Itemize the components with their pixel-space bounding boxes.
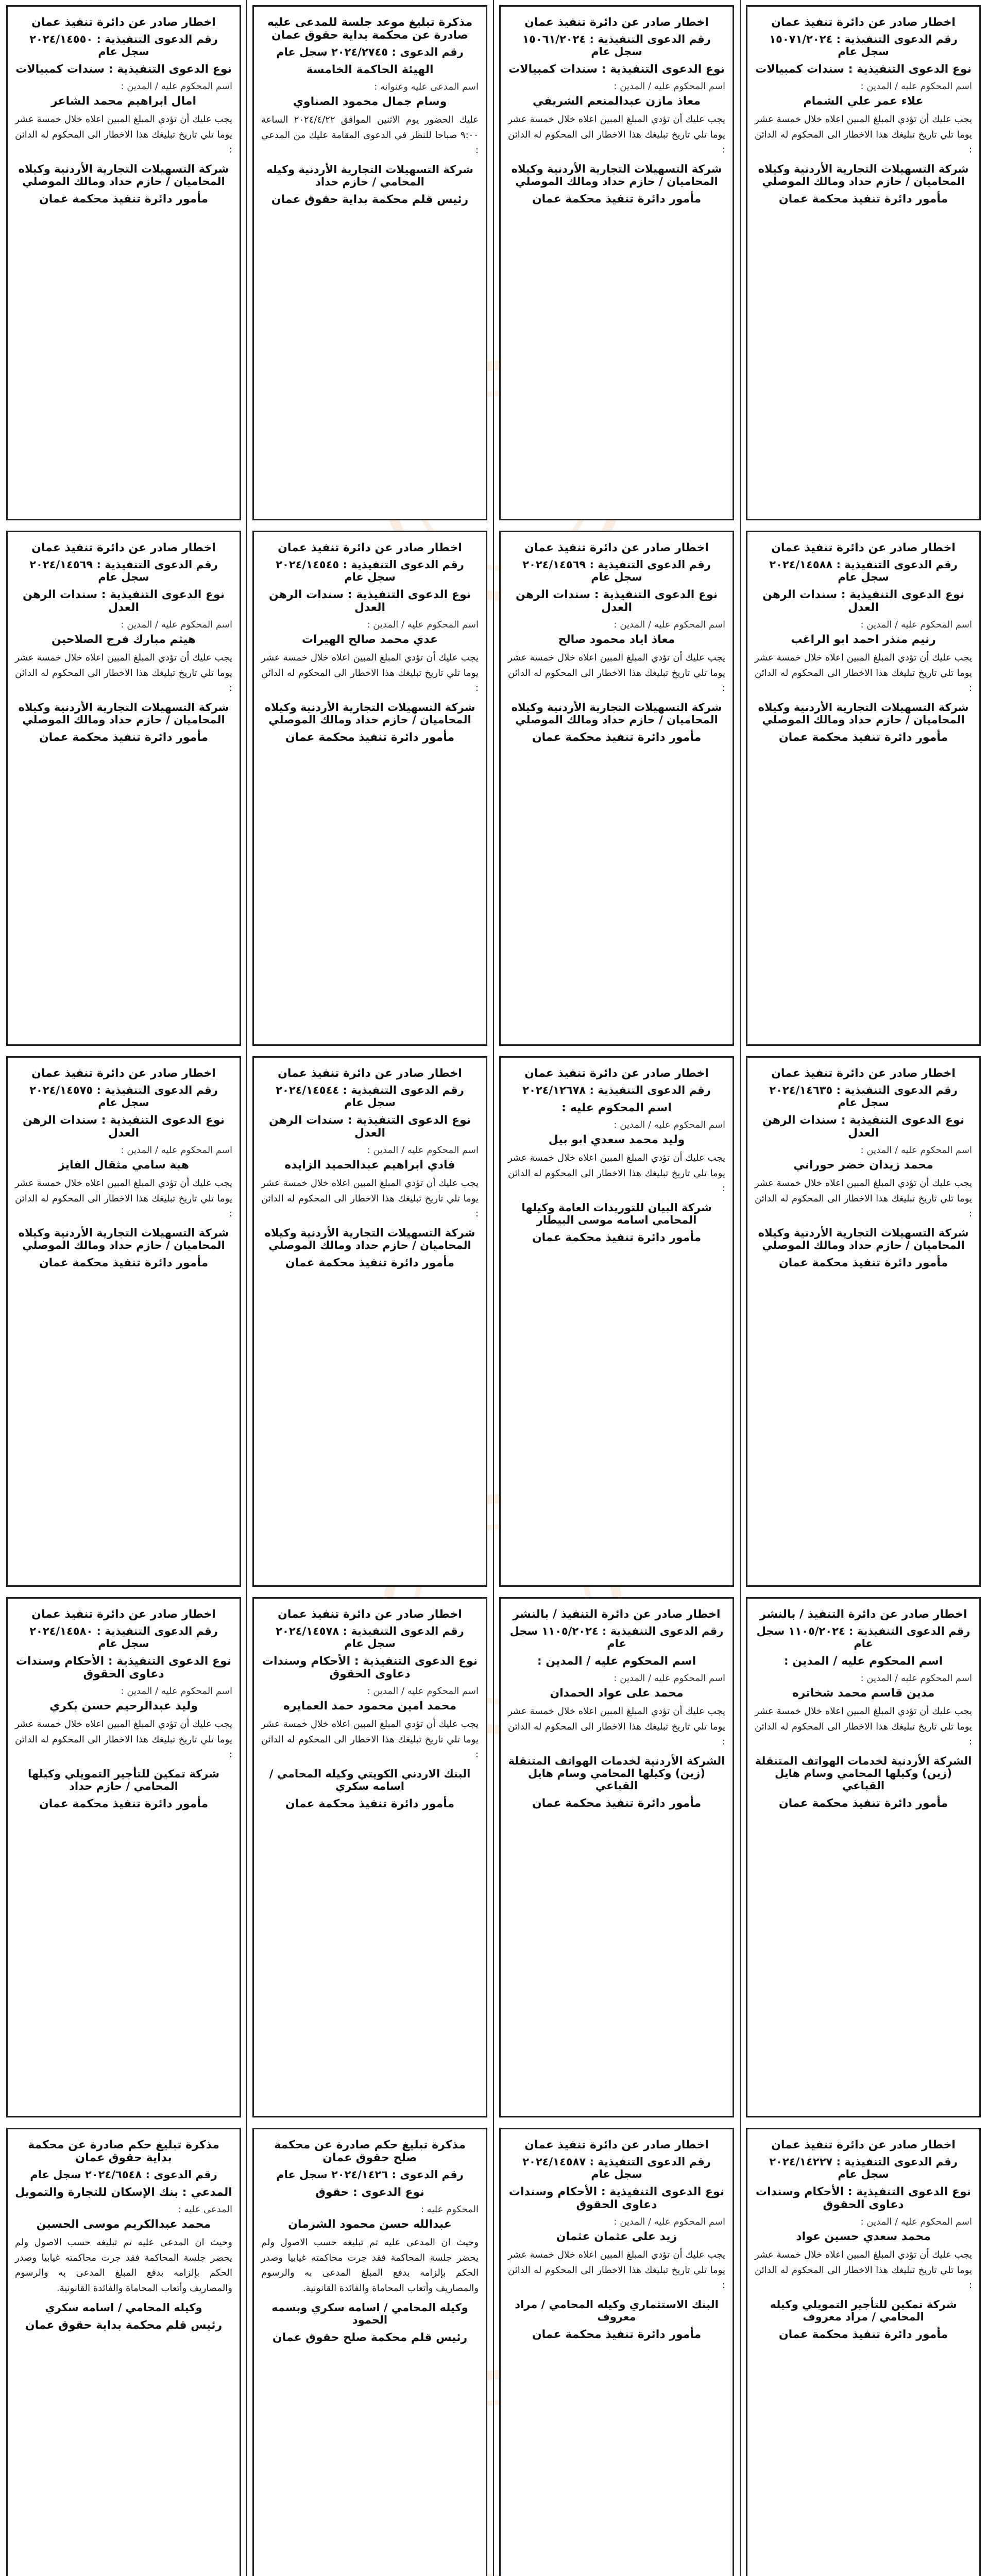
notice-company: شركة تمكين للتأجير التمويلي وكيلها المحامي / حازم حداد xyxy=(27,1768,219,1793)
notice-company: شركة التسهيلات التجارية الأردنية وكيله المحامي / حازم حداد xyxy=(266,163,473,189)
notice-box xyxy=(746,5,981,520)
notice-box xyxy=(499,1056,734,1587)
notice-sign: مأمور دائرة تنفيذ محكمة عمان xyxy=(778,2328,948,2342)
notice-party: زيد على عثمان عثمان xyxy=(556,2230,677,2243)
notice-label: المدعى عليه : xyxy=(178,2204,232,2215)
notice-title: اخطار صادر عن دائرة تنفيذ عمان xyxy=(771,16,956,29)
notice-ref: رقم الدعوى التنفيذية : ١١٠٥/٢٠٢٤ سجل عام xyxy=(509,1625,724,1650)
notice-body: وحيث ان المدعى عليه تم تبليغه حسب الاصول ولم يحضر جلسة المحاكمة فقد جرت محاكمته غيابيا وصدر الحكم بإلزامه بدفع المبلغ المدعى به والرسوم والمصاريف وأتعاب المحاماة والفائدة القانونية. xyxy=(15,2237,232,2294)
notice-title: اخطار صادر عن دائرة تنفيذ عمان xyxy=(278,1608,462,1621)
notice-heading: نوع الدعوى التنفيذية : سندات الرهن العدل xyxy=(22,1114,225,1140)
notice-title: اخطار صادر عن دائرة تنفيذ عمان xyxy=(31,1067,216,1080)
notice-box xyxy=(6,1056,241,1587)
notice-label: اسم المحكوم عليه / المدين : xyxy=(860,2216,972,2227)
notice-party: محمد على عواد الحمدان xyxy=(550,1687,684,1700)
notice-company: شركة التسهيلات التجارية الأردنية وكيلاه المحاميان / حازم حداد ومالك الموصلي xyxy=(758,163,969,188)
notice-title: اخطار صادر عن دائرة تنفيذ عمان xyxy=(524,1067,709,1080)
notice-company: شركة التسهيلات التجارية الأردنية وكيلاه المحاميان / حازم حداد ومالك الموصلي xyxy=(18,701,229,726)
notice-party: مدين قاسم محمد شخاتره xyxy=(792,1687,935,1700)
notice-label: اسم المحكوم عليه / المدين : xyxy=(614,1120,725,1130)
notice-title: مذكرة تبليغ حكم صادرة عن محكمة صلح حقوق عمان xyxy=(274,2139,466,2164)
notice-heading: نوع الدعوى التنفيذية : الأحكام وسندات دعاوى الحقوق xyxy=(755,2185,972,2211)
notice-ref: رقم الدعوى التنفيذية : ٢٠٢٤/١٤٥٧٨ سجل عام xyxy=(276,1625,464,1650)
notice-title: اخطار صادر عن دائرة تنفيذ عمان xyxy=(31,16,216,29)
notice-ref: رقم الدعوى التنفيذية : ٢٠٢٤/١٤٥٨٨ سجل عام xyxy=(769,558,958,583)
notice-company: شركة التسهيلات التجارية الأردنية وكيلاه المحاميان / حازم حداد ومالك الموصلي xyxy=(264,1227,475,1252)
notice-sign: رئيس قلم محكمة صلح حقوق عمان xyxy=(272,2331,468,2344)
notice-title: اخطار صادر عن دائرة تنفيذ عمان xyxy=(31,1608,216,1621)
notice-party: محمد عبدالكريم موسى الحسين xyxy=(36,2218,211,2231)
notice-title: اخطار صادر عن دائرة تنفيذ عمان xyxy=(771,1067,956,1080)
notice-body: يجب عليك أن تؤدي المبلغ المبين اعلاه خلال خمسة عشر يوما تلي تاريخ تبليغك هذا الاخطار الى المحكوم له الدائن : xyxy=(508,1153,725,1194)
notice-company: البنك الاستثماري وكيله المحامي / مراد معروف xyxy=(515,2298,719,2324)
notice-title: مذكرة تبليغ موعد جلسة للمدعى عليه صادرة عن محكمة بداية حقوق عمان xyxy=(267,16,473,42)
notice-sign: مأمور دائرة تنفيذ محكمة عمان xyxy=(778,1257,948,1270)
notice-ref: رقم الدعوى التنفيذية : ١١٠٥/٢٠٢٤ سجل عام xyxy=(756,1625,971,1650)
notice-heading: نوع الدعوى التنفيذية : سندات كمبيالات xyxy=(508,63,725,76)
notice-ref: رقم الدعوى التنفيذية : ٢٠٢٤/١٤٥٧٥ سجل عام xyxy=(29,1084,218,1109)
notice-heading: نوع الدعوى التنفيذية : سندات الرهن العدل xyxy=(762,1114,965,1140)
notice-box xyxy=(499,5,734,520)
notice-body: يجب عليك أن تؤدي المبلغ المبين اعلاه خلال خمسة عشر يوما تلي تاريخ تبليغك هذا الاخطار الى المحكوم له الدائن : xyxy=(261,652,479,694)
notice-ref: رقم الدعوى التنفيذية : ٢٠٢٤/١٤٢٢٧ سجل عام xyxy=(769,2156,958,2180)
notice-label: اسم المحكوم عليه / المدين : xyxy=(121,1686,232,1697)
column-divider xyxy=(246,0,247,2576)
notice-box xyxy=(746,2128,981,2576)
notice-heading: نوع الدعوى التنفيذية : سندات كمبيالات xyxy=(15,63,232,76)
notice-title: اخطار صادر عن دائرة تنفيذ عمان xyxy=(524,16,709,29)
notice-body: يجب عليك أن تؤدي المبلغ المبين اعلاه خلال خمسة عشر يوما تلي تاريخ تبليغك هذا الاخطار الى المحكوم له الدائن : xyxy=(755,652,972,694)
notice-party: وليد محمد سعدي ابو بيل xyxy=(548,1133,685,1146)
notice-ref: رقم الدعوى التنفيذية : ٢٠٢٤/١٤٦٣٥ سجل عام xyxy=(769,1084,958,1109)
notice-label: اسم المحكوم عليه / المدين : xyxy=(121,1145,232,1156)
notice-label: اسم المدعى عليه وعنوانه : xyxy=(374,81,479,92)
notice-body: يجب عليك أن تؤدي المبلغ المبين اعلاه خلال خمسة عشر يوما تلي تاريخ تبليغك هذا الاخطار الى المحكوم له الدائن : xyxy=(261,1719,479,1760)
notice-party: امال ابراهيم محمد الشاعر xyxy=(50,95,197,108)
notice-body: عليك الحضور يوم الاثنين الموافق ٢٠٢٤/٤/٢٢ الساعة ٩:٠٠ صباحا للنظر في الدعوى المقامة عليك من المدعي : xyxy=(261,114,479,156)
notice-heading: نوع الدعوى التنفيذية : سندات الرهن العدل xyxy=(515,588,718,614)
notice-body: يجب عليك أن تؤدي المبلغ المبين اعلاه خلال خمسة عشر يوما تلي تاريخ تبليغك هذا الاخطار الى المحكوم له الدائن : xyxy=(15,114,232,156)
notice-heading: نوع الدعوى : حقوق xyxy=(315,2186,424,2199)
notice-ref: رقم الدعوى التنفيذية : ١٥٠٦١/٢٠٢٤ سجل عام xyxy=(522,33,711,58)
notice-sign: مأمور دائرة تنفيذ محكمة عمان xyxy=(532,1231,702,1245)
notice-ref: رقم الدعوى : ٢٠٢٤/١٤٢٦ سجل عام xyxy=(276,2168,464,2181)
notice-sign: رئيس قلم محكمة بداية حقوق عمان xyxy=(271,193,469,207)
notice-party: هبة سامي مثقال الفايز xyxy=(58,1159,189,1172)
notice-label: اسم المحكوم عليه / المدين : xyxy=(860,1673,972,1684)
notice-box xyxy=(252,1056,487,1587)
notice-party: عبدالله حسن محمود الشرمان xyxy=(288,2218,452,2231)
notice-title: اخطار صادر عن دائرة تنفيذ عمان xyxy=(524,541,709,554)
notice-body: يجب عليك أن تؤدي المبلغ المبين اعلاه خلال خمسة عشر يوما تلي تاريخ تبليغك هذا الاخطار الى المحكوم له الدائن : xyxy=(508,1706,725,1748)
notice-ref: رقم الدعوى التنفيذية : ٢٠٢٤/١٤٥٤٥ سجل عام xyxy=(276,558,464,583)
notice-body: يجب عليك أن تؤدي المبلغ المبين اعلاه خلال خمسة عشر يوما تلي تاريخ تبليغك هذا الاخطار الى المحكوم له الدائن : xyxy=(755,1706,972,1748)
notice-label: اسم المحكوم عليه / المدين : xyxy=(367,1686,479,1697)
notice-heading: نوع الدعوى التنفيذية : سندات الرهن العدل xyxy=(762,588,965,614)
notice-company: وكيله المحامي / اسامه سكري xyxy=(45,2301,202,2314)
notice-heading: اسم المحكوم عليه / المدين : xyxy=(784,1655,943,1668)
notice-box xyxy=(252,1597,487,2117)
notice-label: اسم المحكوم عليه / المدين : xyxy=(121,81,232,92)
notice-body: وحيث ان المدعى عليه تم تبليغه حسب الاصول ولم يحضر جلسة المحاكمة فقد جرت محاكمته غيابيا وصدر الحكم بإلزامه بدفع المبلغ المدعى به والرسوم والمصاريف وأتعاب المحاماة والفائدة القانونية. xyxy=(261,2237,479,2294)
notice-box xyxy=(499,531,734,1046)
notice-box xyxy=(746,1056,981,1587)
notice-sign: مأمور دائرة تنفيذ محكمة عمان xyxy=(285,1798,455,1811)
notice-company: شركة التسهيلات التجارية الأردنية وكيلاه المحاميان / حازم حداد ومالك الموصلي xyxy=(511,701,722,726)
notice-ref: رقم الدعوى التنفيذية : ٢٠٢٤/١٤٥٦٩ سجل عام xyxy=(29,558,218,583)
notice-party: رنيم منذر احمد ابو الراغب xyxy=(791,633,936,646)
notice-party: معاذ اياد محمود صالح xyxy=(558,633,675,646)
notice-label: اسم المحكوم عليه / المدين : xyxy=(860,619,972,630)
notice-title: اخطار صادر عن دائرة تنفيذ عمان xyxy=(771,2139,956,2151)
column-divider xyxy=(740,0,741,2576)
notice-body: يجب عليك أن تؤدي المبلغ المبين اعلاه خلال خمسة عشر يوما تلي تاريخ تبليغك هذا الاخطار الى المحكوم له الدائن : xyxy=(508,652,725,694)
notice-company: شركة التسهيلات التجارية الأردنية وكيلاه المحاميان / حازم حداد ومالك الموصلي xyxy=(758,701,969,726)
notice-heading: نوع الدعوى التنفيذية : سندات الرهن العدل xyxy=(268,1114,471,1140)
notice-party: محمد امين محمود حمد العمايره xyxy=(283,1700,457,1713)
notice-heading: الهيئة الحاكمة الخامسة xyxy=(306,63,434,76)
notice-box xyxy=(252,2128,487,2576)
column-divider xyxy=(493,0,494,2576)
notice-body: يجب عليك أن تؤدي المبلغ المبين اعلاه خلال خمسة عشر يوما تلي تاريخ تبليغك هذا الاخطار الى المحكوم له الدائن : xyxy=(15,1178,232,1219)
notice-company: الشركة الأردنية لخدمات الهواتف المتنقلة (زين) وكيلها المحامي وسام هايل القباعي xyxy=(508,1755,725,1792)
notice-sign: مأمور دائرة تنفيذ محكمة عمان xyxy=(532,731,702,744)
notice-heading: نوع الدعوى التنفيذية : الأحكام وسندات دعاوى الحقوق xyxy=(508,2185,725,2211)
notice-heading: نوع الدعوى التنفيذية : سندات الرهن العدل xyxy=(268,588,471,614)
notice-heading: نوع الدعوى التنفيذية : الأحكام وسندات دعاوى الحقوق xyxy=(262,1655,478,1681)
notice-body: يجب عليك أن تؤدي المبلغ المبين اعلاه خلال خمسة عشر يوما تلي تاريخ تبليغك هذا الاخطار الى المحكوم له الدائن : xyxy=(15,652,232,694)
notice-box xyxy=(6,2128,241,2576)
notice-sign: مأمور دائرة تنفيذ محكمة عمان xyxy=(285,731,455,744)
notice-party: علاء عمر علي الشمام xyxy=(803,95,924,108)
notice-label: اسم المحكوم عليه / المدين : xyxy=(367,619,479,630)
notice-sign: مأمور دائرة تنفيذ محكمة عمان xyxy=(532,193,702,206)
notice-party: وسام جمال محمود الصناوي xyxy=(293,95,447,108)
notice-label: المحكوم عليه : xyxy=(420,2204,479,2215)
notice-sign: مأمور دائرة تنفيذ محكمة عمان xyxy=(778,731,948,744)
notice-title: اخطار صادر عن دائرة تنفيذ عمان xyxy=(524,2139,709,2151)
notice-label: اسم المحكوم عليه / المدين : xyxy=(614,1673,725,1684)
notice-sign: مأمور دائرة تنفيذ محكمة عمان xyxy=(778,193,948,206)
notice-ref: رقم الدعوى التنفيذية : ١٥٠٧١/٢٠٢٤ سجل عام xyxy=(769,33,958,58)
notice-title: اخطار صادر عن دائرة تنفيذ عمان xyxy=(278,541,462,554)
notice-sign: مأمور دائرة تنفيذ محكمة عمان xyxy=(532,2328,702,2342)
notice-body: يجب عليك أن تؤدي المبلغ المبين اعلاه خلال خمسة عشر يوما تلي تاريخ تبليغك هذا الاخطار الى المحكوم له الدائن : xyxy=(261,1178,479,1219)
notice-label: اسم المحكوم عليه / المدين : xyxy=(860,81,972,92)
notice-company: شركة تمكين للتأجير التمويلي وكيله المحامي / مراد معروف xyxy=(770,2298,957,2324)
notice-company: البنك الاردني الكويتي وكيله المحامي / اسامه سكري xyxy=(269,1768,471,1793)
notice-heading: اسم المحكوم عليه / المدين : xyxy=(537,1655,696,1668)
notice-box xyxy=(252,531,487,1046)
notice-label: اسم المحكوم عليه / المدين : xyxy=(860,1145,972,1156)
notice-party: معاذ مازن عبدالمنعم الشريفي xyxy=(532,95,701,108)
notice-company: شركة التسهيلات التجارية الأردنية وكيلاه المحاميان / حازم حداد ومالك الموصلي xyxy=(264,701,475,726)
notice-body: يجب عليك أن تؤدي المبلغ المبين اعلاه خلال خمسة عشر يوما تلي تاريخ تبليغك هذا الاخطار الى المحكوم له الدائن : xyxy=(15,1719,232,1760)
notice-ref: رقم الدعوى : ٢٠٢٤/٦٥٤٨ سجل عام xyxy=(30,2168,217,2181)
notice-title: اخطار صادر عن دائرة تنفيذ عمان xyxy=(31,541,216,554)
notice-ref: رقم الدعوى التنفيذية : ٢٠٢٤/١٤٥٦٩ سجل عام xyxy=(522,558,711,583)
notice-sign: مأمور دائرة تنفيذ محكمة عمان xyxy=(39,1257,209,1270)
notice-ref: رقم الدعوى التنفيذية : ٢٠٢٤/١٤٥٨٧ سجل عام xyxy=(522,2156,711,2180)
notice-sign: مأمور دائرة تنفيذ محكمة عمان xyxy=(778,1797,948,1810)
notice-party: عدي محمد صالح الهيرات xyxy=(301,633,438,646)
notice-box xyxy=(252,5,487,520)
notice-title: اخطار صادر عن دائرة التنفيذ / بالنشر xyxy=(759,1608,967,1621)
notice-ref: رقم الدعوى التنفيذية : ٢٠٢٤/١٤٥٥٠ سجل عام xyxy=(29,33,218,58)
notice-label: اسم المحكوم عليه / المدين : xyxy=(614,2216,725,2227)
notice-company: شركة التسهيلات التجارية الأردنية وكيلاه المحاميان / حازم حداد ومالك الموصلي xyxy=(758,1227,969,1252)
notice-box xyxy=(499,1597,734,2117)
notice-box xyxy=(6,1597,241,2117)
notice-heading: نوع الدعوى التنفيذية : سندات الرهن العدل xyxy=(22,588,225,614)
notice-box xyxy=(746,1597,981,2117)
notice-label: اسم المحكوم عليه / المدين : xyxy=(614,619,725,630)
notice-heading: نوع الدعوى التنفيذية : سندات كمبيالات xyxy=(755,63,972,76)
notice-title: اخطار صادر عن دائرة تنفيذ عمان xyxy=(771,541,956,554)
notice-company: شركة التسهيلات التجارية الأردنية وكيلاه المحاميان / حازم حداد ومالك الموصلي xyxy=(511,163,722,188)
notice-ref: رقم الدعوى : ٢٠٢٤/٢٧٤٥ سجل عام xyxy=(276,46,464,58)
notice-party: محمد زيدان خضر حوراني xyxy=(793,1159,933,1172)
notice-title: اخطار صادر عن دائرة تنفيذ عمان xyxy=(278,1067,462,1080)
notice-sign: مأمور دائرة تنفيذ محكمة عمان xyxy=(39,1798,209,1811)
notice-company: شركة البيان للتوريدات العامة وكيلها المحامي اسامه موسى البيطار xyxy=(521,1201,712,1227)
notice-body: يجب عليك أن تؤدي المبلغ المبين اعلاه خلال خمسة عشر يوما تلي تاريخ تبليغك هذا الاخطار الى المحكوم له الدائن : xyxy=(755,2249,972,2291)
notice-party: فادي ابراهيم عبدالحميد الزايده xyxy=(284,1159,455,1172)
notice-ref: رقم الدعوى التنفيذية : ٢٠٢٤/١٤٥٨٠ سجل عام xyxy=(29,1625,218,1650)
notice-box xyxy=(6,531,241,1046)
notice-title: اخطار صادر عن دائرة التنفيذ / بالنشر xyxy=(513,1608,721,1621)
notice-label: اسم المحكوم عليه / المدين : xyxy=(614,81,725,92)
notice-label: اسم المحكوم عليه / المدين : xyxy=(367,1145,479,1156)
notice-sign: مأمور دائرة تنفيذ محكمة عمان xyxy=(39,193,209,206)
notice-box xyxy=(746,531,981,1046)
notice-sign: مأمور دائرة تنفيذ محكمة عمان xyxy=(532,1797,702,1810)
notice-ref: رقم الدعوى التنفيذية : ٢٠٢٤/١٤٥٤٤ سجل عام xyxy=(276,1084,464,1109)
notice-box xyxy=(6,5,241,520)
notice-company: شركة التسهيلات التجارية الأردنية وكيلاه المحاميان / حازم حداد ومالك الموصلي xyxy=(18,163,229,188)
notice-party: وليد عبدالرحيم حسن بكري xyxy=(49,1700,198,1713)
notice-company: شركة التسهيلات التجارية الأردنية وكيلاه المحاميان / حازم حداد ومالك الموصلي xyxy=(18,1227,229,1252)
notice-label: اسم المحكوم عليه / المدين : xyxy=(121,619,232,630)
notice-body: يجب عليك أن تؤدي المبلغ المبين اعلاه خلال خمسة عشر يوما تلي تاريخ تبليغك هذا الاخطار الى المحكوم له الدائن : xyxy=(755,1178,972,1219)
notice-body: يجب عليك أن تؤدي المبلغ المبين اعلاه خلال خمسة عشر يوما تلي تاريخ تبليغك هذا الاخطار الى المحكوم له الدائن : xyxy=(508,114,725,156)
notice-body: يجب عليك أن تؤدي المبلغ المبين اعلاه خلال خمسة عشر يوما تلي تاريخ تبليغك هذا الاخطار الى المحكوم له الدائن : xyxy=(755,114,972,156)
notice-heading: المدعي : بنك الإسكان للتجارة والتمويل xyxy=(15,2186,232,2199)
notice-party: هيثم مبارك فرج الصلاحين xyxy=(52,633,196,646)
notice-box xyxy=(499,2128,734,2576)
notice-heading: نوع الدعوى التنفيذية : الأحكام وسندات دعاوى الحقوق xyxy=(15,1655,232,1681)
notice-company: الشركة الأردنية لخدمات الهواتف المتنقلة (زين) وكيلها المحامي وسام هايل القباعي xyxy=(755,1755,972,1792)
notice-body: يجب عليك أن تؤدي المبلغ المبين اعلاه خلال خمسة عشر يوما تلي تاريخ تبليغك هذا الاخطار الى المحكوم له الدائن : xyxy=(508,2249,725,2291)
notice-sign: مأمور دائرة تنفيذ محكمة عمان xyxy=(285,1257,455,1270)
notice-heading: اسم المحكوم عليه : xyxy=(561,1101,672,1114)
notice-party: محمد سعدي حسين عواد xyxy=(796,2230,931,2243)
notice-company: وكيله المحامي / اسامه سكري وبسمه الحمود xyxy=(271,2301,468,2326)
notice-title: مذكرة تبليغ حكم صادرة عن محكمة بداية حقوق عمان xyxy=(28,2139,219,2164)
notice-sign: مأمور دائرة تنفيذ محكمة عمان xyxy=(39,731,209,744)
notice-sign: رئيس قلم محكمة بداية حقوق عمان xyxy=(25,2318,223,2332)
notice-ref: رقم الدعوى التنفيذية : ٢٠٢٤/١٢٦٧٨ xyxy=(522,1084,711,1096)
